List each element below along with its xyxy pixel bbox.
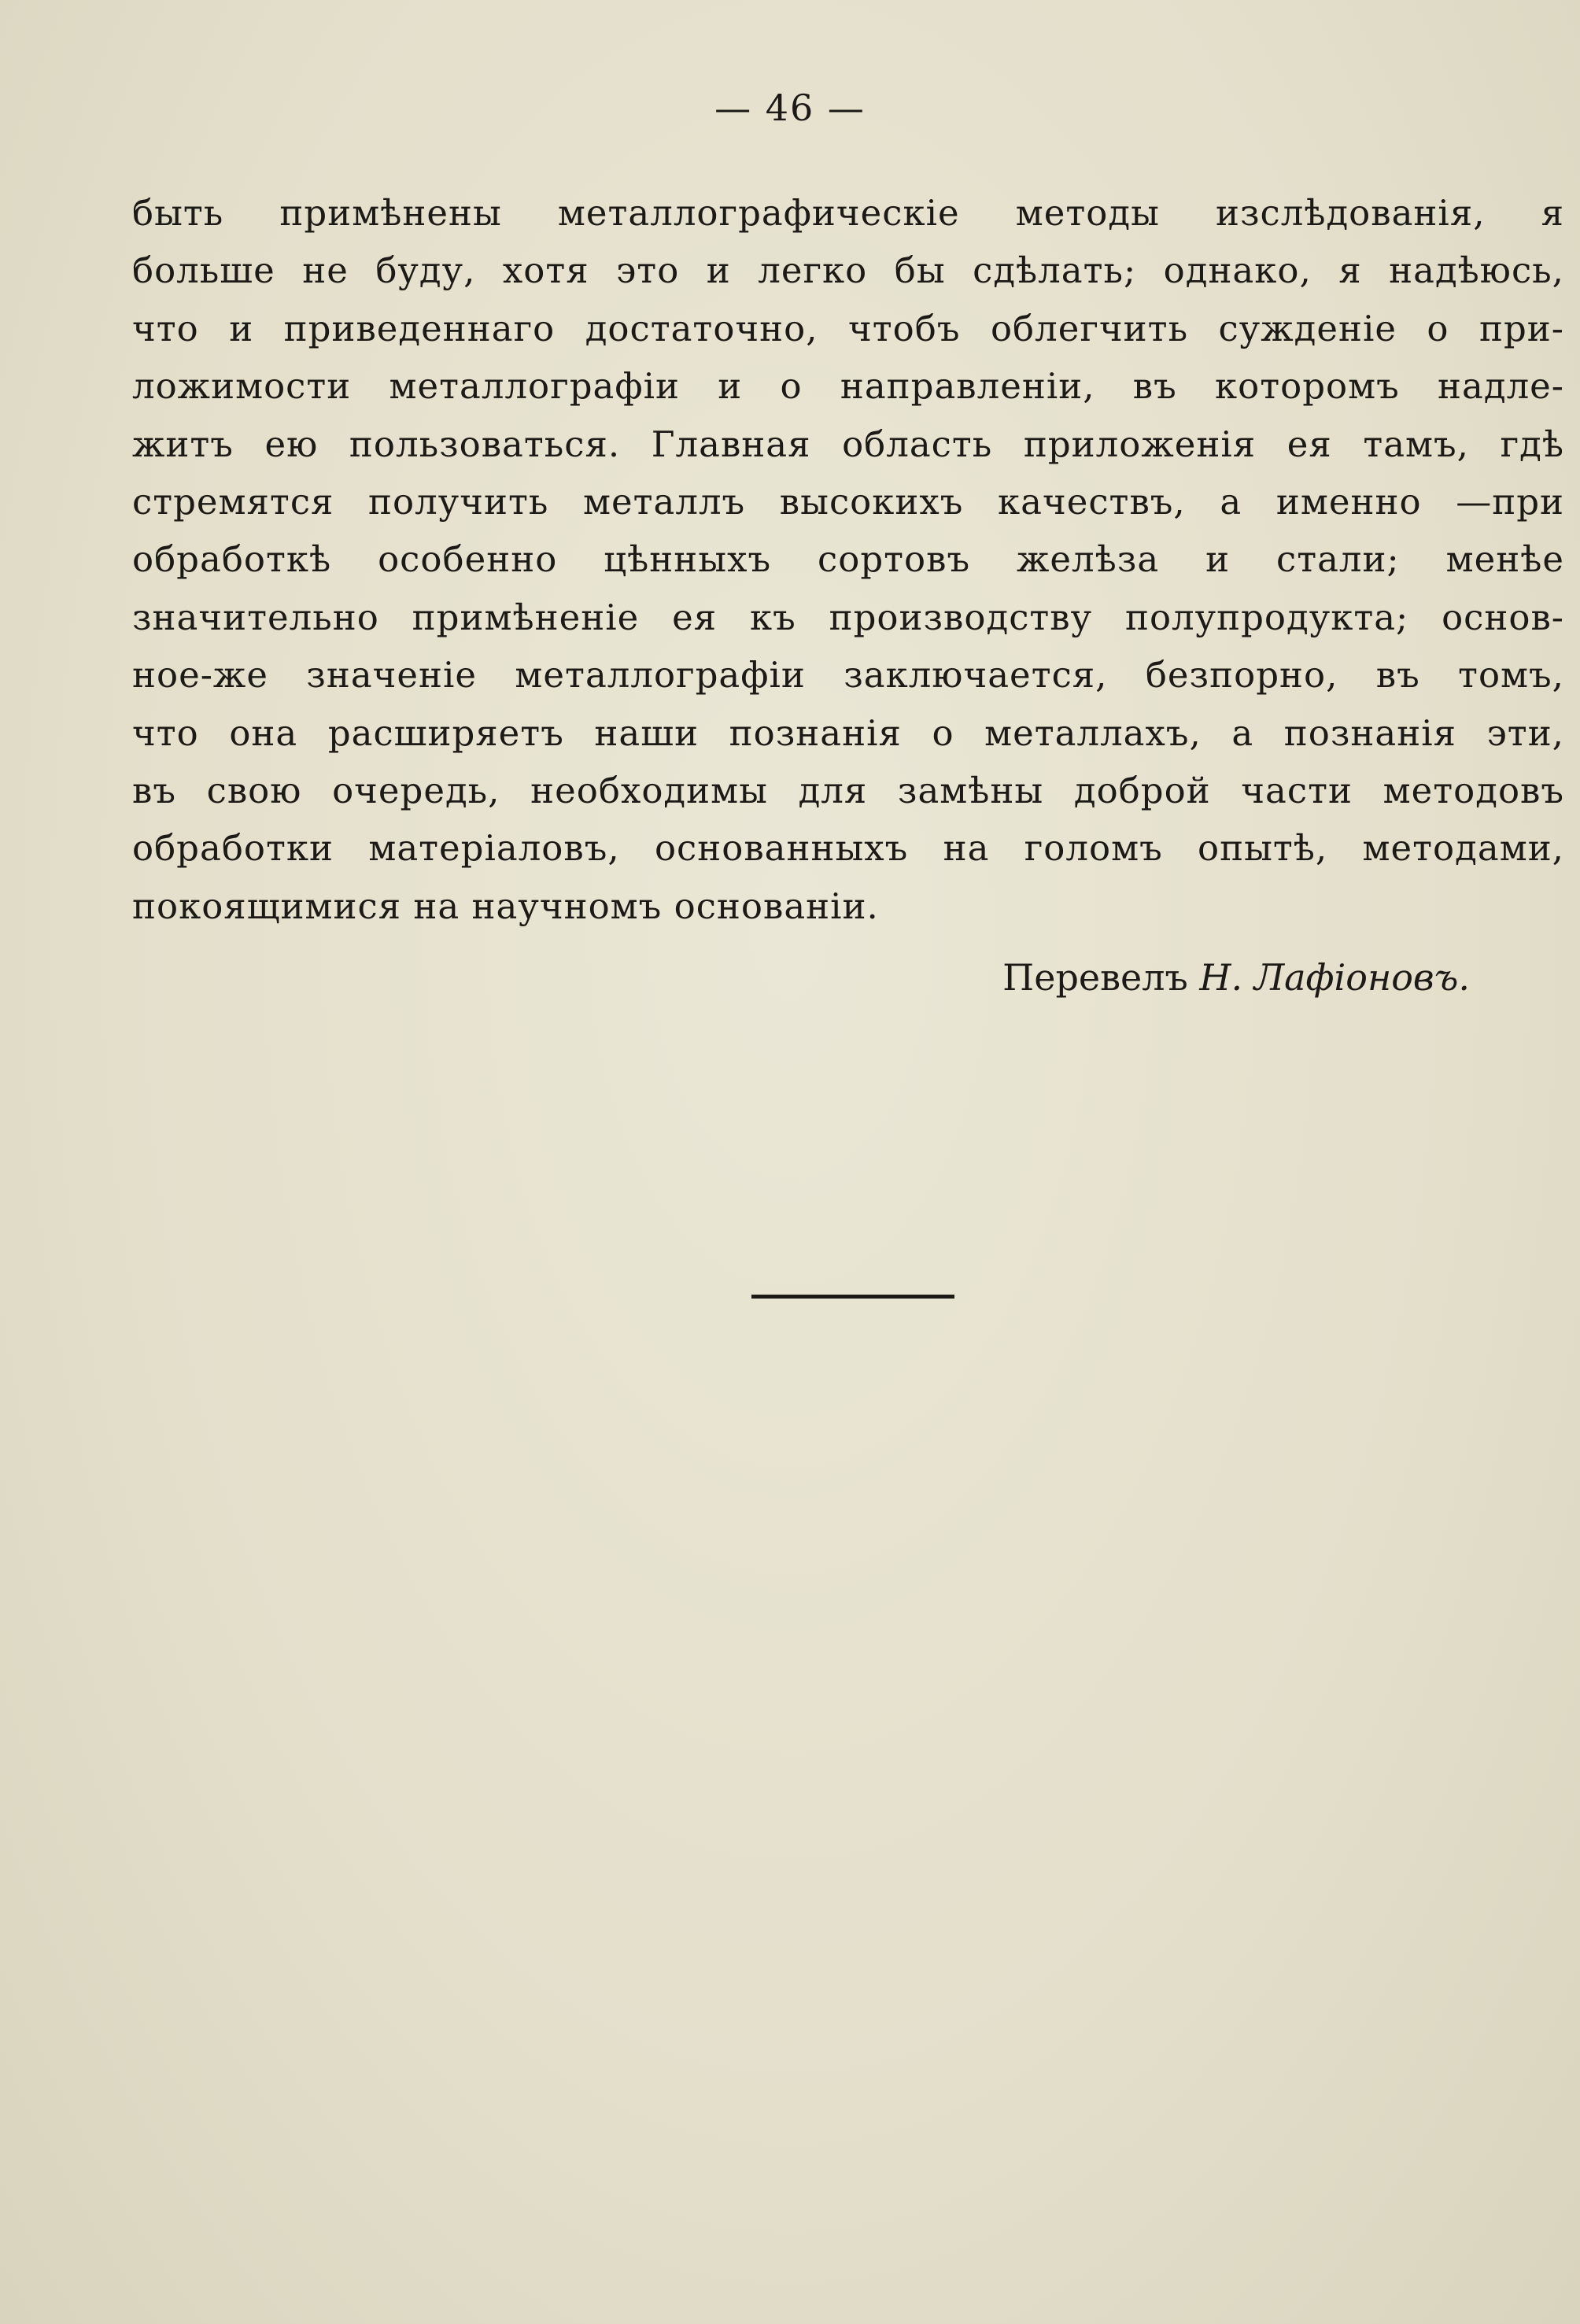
text-line: покоящимися на научномъ основаніи. bbox=[132, 885, 879, 927]
text-line: что она расширяетъ наши познанія о металлахъ, а познанія эти, bbox=[132, 711, 1564, 754]
body-paragraph bbox=[132, 184, 1564, 935]
text-line: обработкѣ особенно цѣнныхъ сортовъ желѣза и стали; менѣе bbox=[132, 538, 1564, 581]
text-line: стремятся получить металлъ высокихъ качествъ, а именно —при bbox=[132, 481, 1564, 523]
text-line: быть примѣнены металлографическіе методы изслѣдованія, я bbox=[132, 192, 1564, 234]
text-line: житъ ею пользоваться. Главная область приложенія ея тамъ, гдѣ bbox=[132, 423, 1564, 465]
text-line: что и приведеннаго достаточно, чтобъ облегчить сужденіе о при- bbox=[132, 307, 1564, 349]
text-line: ное-же значеніе металлографіи заключается, безпорно, въ томъ, bbox=[132, 654, 1564, 696]
translator-signature bbox=[1002, 956, 1470, 999]
translator-name: Н. Лафіоновъ. bbox=[1199, 956, 1470, 999]
text-line: ложимости металлографіи и о направленіи, въ которомъ надле- bbox=[132, 365, 1564, 408]
page-number: — 46 — bbox=[714, 87, 866, 129]
section-divider bbox=[751, 1295, 954, 1299]
signature-prefix: Перевелъ bbox=[1002, 956, 1188, 999]
text-line: значительно примѣненіе ея къ производству полупродукта; основ- bbox=[132, 596, 1564, 638]
text-line: больше не буду, хотя это и легко бы сдѣлать; однако, я надѣюсь, bbox=[132, 249, 1564, 292]
text-line: въ свою очередь, необходимы для замѣны доброй части методовъ bbox=[132, 770, 1564, 812]
text-line: обработки матеріаловъ, основанныхъ на голомъ опытѣ, методами, bbox=[132, 827, 1564, 870]
